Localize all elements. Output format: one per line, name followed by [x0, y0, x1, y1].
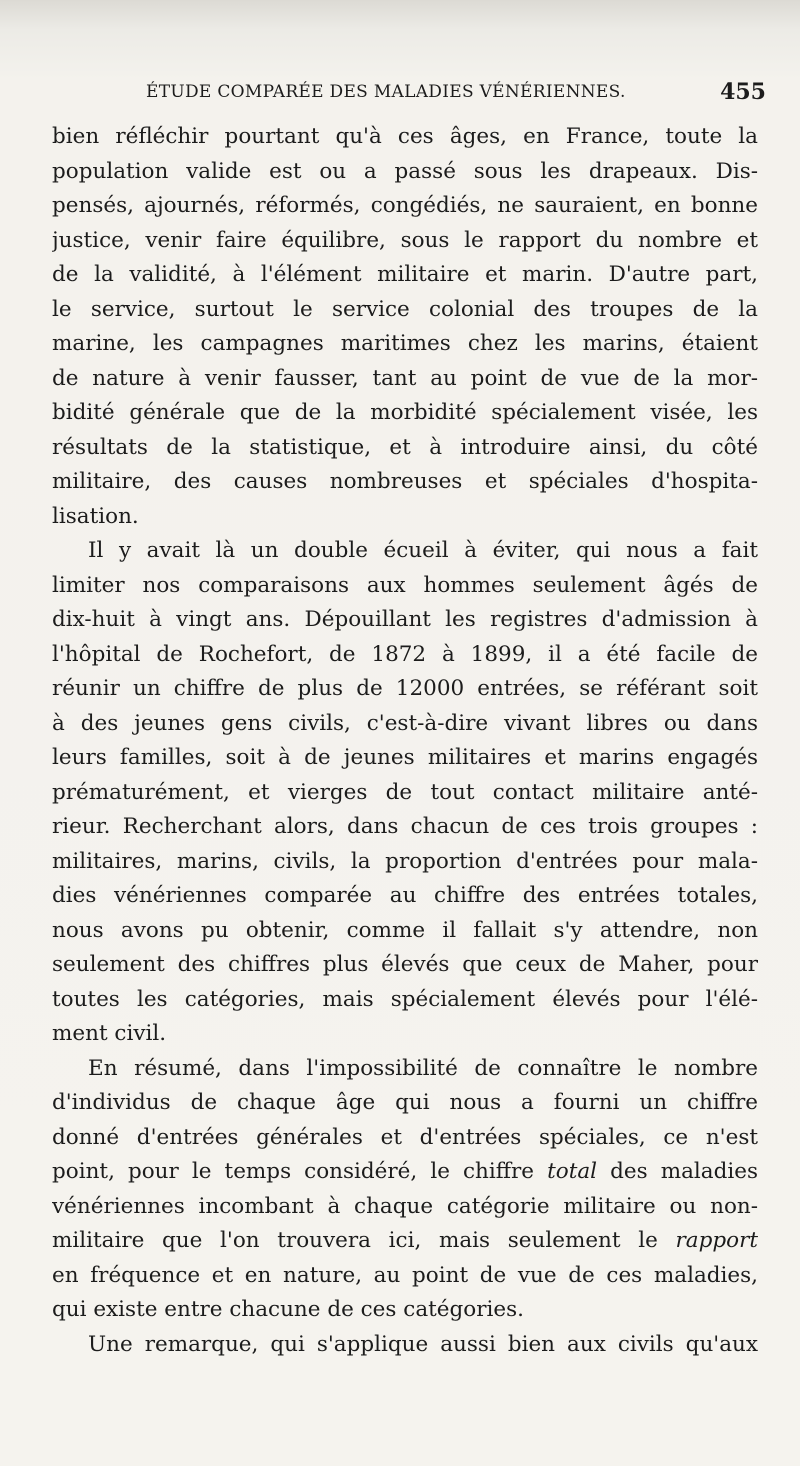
page-number: 455: [720, 79, 766, 105]
text-line: rieur. Recherchant alors, dans chacun de ces trois groupes :: [52, 814, 758, 839]
text-line: donné d'entrées générales et d'entrées spéciales, ce n'est: [52, 1124, 758, 1150]
text-line: leurs familles, soit à de jeunes militaires et marins engagés: [52, 745, 758, 770]
text-line: à des jeunes gens civils, c'est-à-dire vivant libres ou dans: [52, 710, 758, 736]
text-line: lisation.: [52, 503, 139, 529]
text-line: En résumé, dans l'impossibilité de connaître le nombre: [88, 1055, 758, 1081]
text-line: d'individus de chaque âge qui nous a fourni un chiffre: [52, 1090, 758, 1115]
text-line: réunir un chiffre de plus de 12000 entrées, se référant soit: [52, 676, 758, 701]
text-line: militaire, des causes nombreuses et spéciales d'hospita-: [52, 469, 758, 494]
text-line: Une remarque, qui s'applique aussi bien aux civils qu'aux: [88, 1331, 758, 1357]
text-line: point, pour le temps considéré, le chiffre total des maladies: [52, 1159, 758, 1184]
text-line: dies vénériennes comparée au chiffre des entrées totales,: [52, 883, 758, 908]
text-line: prématurément, et vierges de tout contact militaire anté-: [52, 779, 758, 805]
text-line: pensés, ajournés, réformés, congédiés, ne sauraient, en bonne: [52, 193, 758, 218]
text-line: résultats de la statistique, et à introduire ainsi, du côté: [52, 434, 758, 460]
text-line: militaire que l'on trouvera ici, mais seulement le rapport: [52, 1228, 758, 1253]
running-header: [146, 79, 766, 112]
text-line: de la validité, à l'élément militaire et marin. D'autre part,: [52, 262, 758, 287]
text-line: bidité générale que de la morbidité spécialement visée, les: [52, 400, 758, 425]
text-line: toutes les catégories, mais spécialement élevés pour l'élé-: [52, 986, 758, 1012]
text-line: Il y avait là un double écueil à éviter, qui nous a fait: [88, 538, 758, 563]
running-title: ÉTUDE COMPARÉE DES MALADIES VÉNÉRIENNES.: [146, 82, 626, 102]
text-line: marine, les campagnes maritimes chez les marins, étaient: [52, 331, 758, 356]
text-line: limiter nos comparaisons aux hommes seulement âgés de: [52, 572, 758, 598]
text-line: bien réfléchir pourtant qu'à ces âges, en France, toute la: [52, 124, 758, 149]
text-line: population valide est ou a passé sous les drapeaux. Dis-: [52, 158, 758, 184]
text-line: militaires, marins, civils, la proportion d'entrées pour mala-: [52, 848, 758, 874]
text-line: vénériennes incombant à chaque catégorie militaire ou non-: [52, 1193, 758, 1219]
body-text: [52, 120, 758, 1362]
text-line: ment civil.: [52, 1021, 167, 1046]
text-line: de nature à venir fausser, tant au point de vue de la mor-: [52, 365, 758, 391]
text-line: nous avons pu obtenir, comme il fallait s'y attendre, non: [52, 917, 758, 943]
text-line: l'hôpital de Rochefort, de 1872 à 1899, il a été facile de: [52, 641, 758, 667]
text-line: justice, venir faire équilibre, sous le rapport du nombre et: [52, 227, 758, 253]
text-line: qui existe entre chacune de ces catégories.: [52, 1297, 524, 1322]
text-line: en fréquence et en nature, au point de vue de ces maladies,: [52, 1262, 758, 1288]
text-line: le service, surtout le service colonial des troupes de la: [52, 296, 758, 322]
text-line: dix-huit à vingt ans. Dépouillant les registres d'admission à: [52, 607, 758, 632]
text-line: seulement des chiffres plus élevés que ceux de Maher, pour: [52, 952, 758, 977]
